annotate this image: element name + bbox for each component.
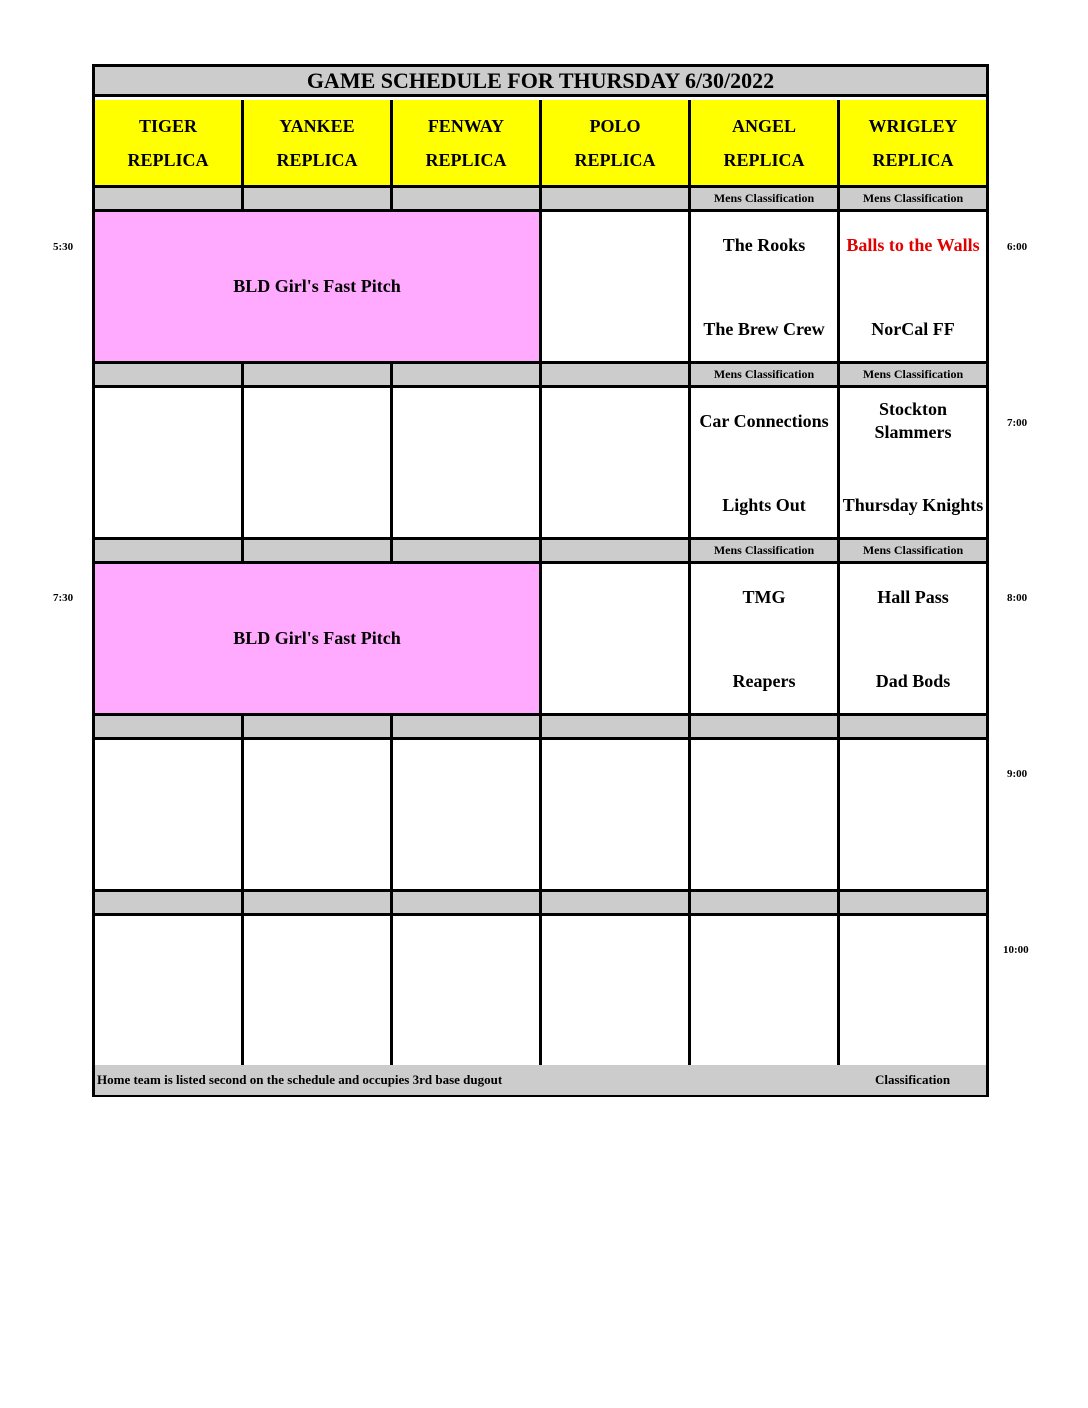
classification-label: Mens Classification	[691, 540, 840, 564]
empty-slot	[393, 740, 542, 892]
empty-slot	[95, 740, 244, 892]
home-team: Dad Bods	[875, 671, 951, 691]
classification-label: Mens Classification	[691, 188, 840, 212]
separator-cell	[95, 364, 244, 388]
time-left-slot1: 5:30	[53, 241, 74, 253]
game-angel-slot2	[691, 388, 840, 540]
schedule-title: GAME SCHEDULE FOR THURSDAY 6/30/2022	[95, 67, 986, 97]
time-right-slot4: 9:00	[1007, 768, 1028, 780]
separator-cell	[244, 188, 393, 212]
empty-slot	[393, 388, 542, 540]
classification-label: Mens Classification	[840, 540, 986, 564]
separator-cell	[542, 188, 691, 212]
away-team: TMG	[742, 587, 786, 607]
game-wrigley-slot1	[840, 212, 986, 364]
home-team: The Brew Crew	[703, 319, 825, 339]
separator-cell	[393, 540, 542, 564]
empty-slot	[95, 388, 244, 540]
field-name: ANGEL	[731, 115, 796, 136]
separator-cell	[840, 892, 986, 916]
empty-slot	[691, 916, 840, 1068]
separator-cell	[393, 716, 542, 740]
time-right-slot5: 10:00	[1003, 944, 1029, 956]
game-wrigley-slot3	[840, 564, 986, 716]
separator-cell	[393, 892, 542, 916]
time-right-slot2: 7:00	[1007, 417, 1028, 429]
empty-slot	[244, 388, 393, 540]
separator-cell	[840, 716, 986, 740]
home-team: Lights Out	[722, 495, 806, 515]
time-right-slot1: 6:00	[1007, 241, 1028, 253]
separator-cell	[95, 540, 244, 564]
field-sub: REPLICA	[872, 149, 954, 170]
field-header-angel	[691, 100, 840, 188]
footer-note: Home team is listed second on the schedule and occupies 3rd base dugout	[97, 1072, 503, 1087]
field-sub: REPLICA	[425, 149, 507, 170]
field-header-polo	[542, 100, 691, 188]
away-team: Stockton Slammers	[874, 399, 952, 442]
field-name: WRIGLEY	[868, 115, 958, 136]
field-header-yankee	[244, 100, 393, 188]
separator-cell	[95, 188, 244, 212]
away-team: Hall Pass	[877, 587, 949, 607]
empty-slot	[542, 916, 691, 1068]
separator-cell	[244, 892, 393, 916]
empty-slot	[840, 916, 986, 1068]
empty-slot	[691, 740, 840, 892]
field-header-wrigley	[840, 100, 986, 188]
separator-cell	[542, 892, 691, 916]
separator-cell	[393, 188, 542, 212]
separator-cell	[95, 892, 244, 916]
game-angel-slot3	[691, 564, 840, 716]
field-sub: REPLICA	[723, 149, 805, 170]
footer-row	[95, 1065, 986, 1095]
time-right-slot3: 8:00	[1007, 592, 1028, 604]
field-name: TIGER	[138, 115, 198, 136]
home-team: Thursday Knights	[842, 495, 984, 515]
separator-cell	[691, 892, 840, 916]
separator-cell	[542, 540, 691, 564]
separator-cell	[244, 540, 393, 564]
schedule-table	[92, 64, 989, 1097]
classification-label: Mens Classification	[840, 364, 986, 388]
time-left-slot3: 7:30	[53, 592, 74, 604]
girls-fast-pitch-block: BLD Girl's Fast Pitch	[95, 564, 542, 716]
empty-slot	[840, 740, 986, 892]
field-sub: REPLICA	[127, 149, 209, 170]
field-name: FENWAY	[427, 115, 505, 136]
separator-cell	[95, 716, 244, 740]
game-angel-slot1	[691, 212, 840, 364]
empty-slot	[542, 212, 691, 364]
separator-cell	[244, 716, 393, 740]
empty-slot	[542, 564, 691, 716]
empty-slot	[542, 740, 691, 892]
empty-slot	[95, 916, 244, 1068]
game-wrigley-slot2	[840, 388, 986, 540]
classification-label: Mens Classification	[840, 188, 986, 212]
away-team: Car Connections	[699, 411, 829, 431]
separator-cell	[542, 716, 691, 740]
girls-fast-pitch-block: BLD Girl's Fast Pitch	[95, 212, 542, 364]
separator-cell	[542, 364, 691, 388]
away-team: The Rooks	[722, 235, 806, 255]
empty-slot	[542, 388, 691, 540]
empty-slot	[244, 916, 393, 1068]
home-team: Reapers	[732, 671, 796, 691]
field-name: POLO	[589, 115, 641, 136]
home-team: NorCal FF	[871, 319, 955, 339]
empty-slot	[393, 916, 542, 1068]
away-team: Balls to the Walls	[846, 235, 980, 255]
field-header-fenway	[393, 100, 542, 188]
separator-cell	[393, 364, 542, 388]
field-sub: REPLICA	[574, 149, 656, 170]
field-name: YANKEE	[279, 115, 355, 136]
separator-cell	[244, 364, 393, 388]
empty-slot	[244, 740, 393, 892]
footer-classification: Classification	[875, 1072, 951, 1087]
field-sub: REPLICA	[276, 149, 358, 170]
separator-cell	[691, 716, 840, 740]
field-header-tiger	[95, 100, 244, 188]
classification-label: Mens Classification	[691, 364, 840, 388]
